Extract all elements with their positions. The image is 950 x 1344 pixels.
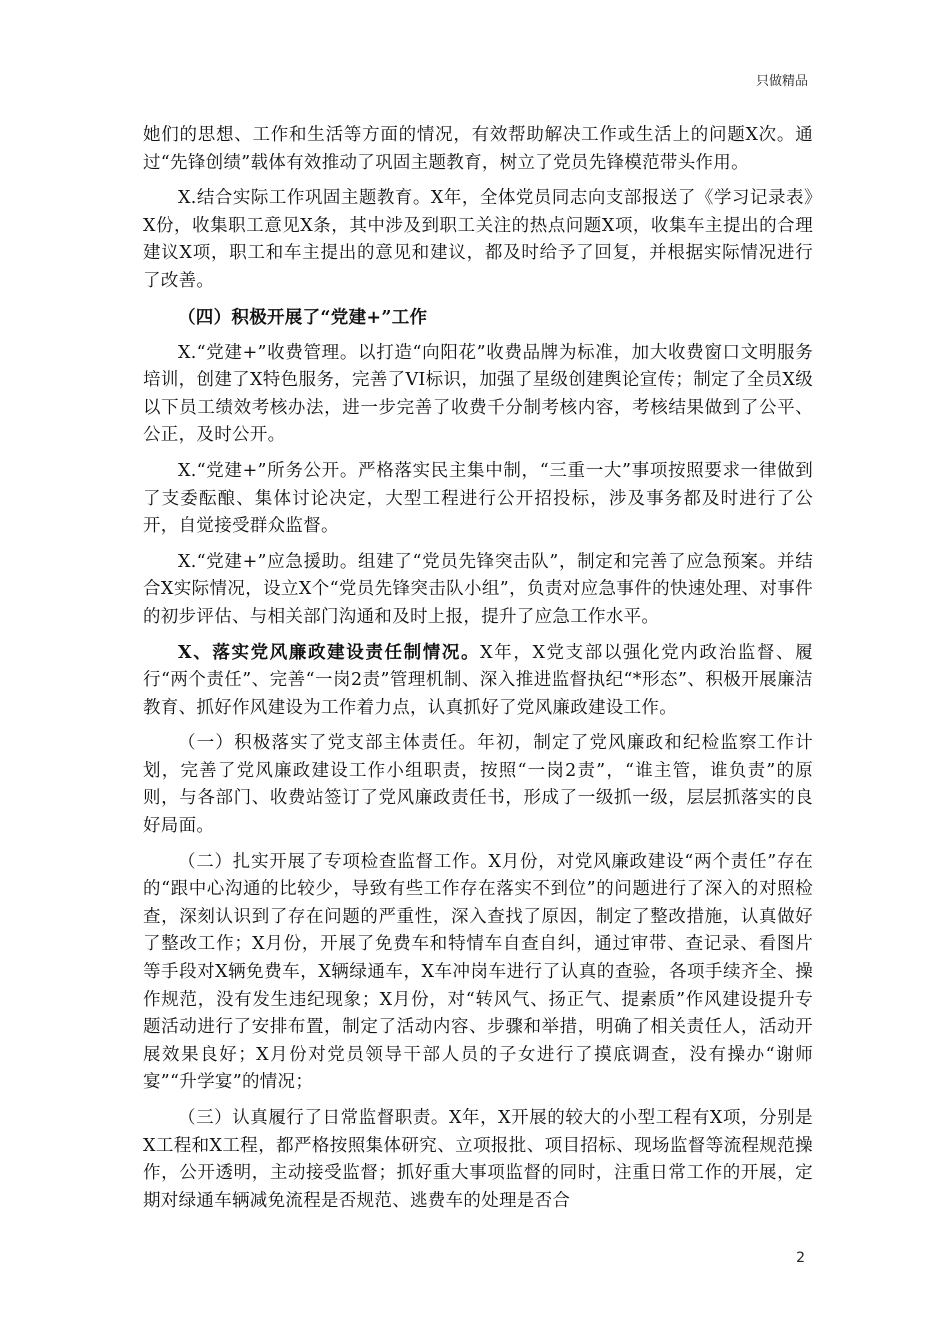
paragraph-theme-education: X.结合实际工作巩固主题教育。X年，全体党员同志向支部报送了《学习记录表》X份，收集职工意见X条，其中涉及到职工关注的热点问题X项，收集车主提出的合理建议X项，职工和车主提出的意见和建议，都及时给予了回复，并根据实际情况进行了改善。 [143,188,813,291]
paragraph-main-responsibility: （一）积极落实了党支部主体责任。年初，制定了党风廉政和纪检监察工作计划，完善了党风廉政建设工作小组职责，按照“一岗2责”，“谁主管，谁负责”的原则，与各部门、收费站签订了党风廉政责任书，形成了一级抓一级，层层抓落实的良好局面。 [143,733,813,837]
document-body [143,122,813,1223]
header-note: 只做精品 [755,74,808,89]
paragraph-daily-supervision: （三）认真履行了日常监督职责。X年，X开展的较大的小型工程有X项，分别是X工程和X工程，都严格按照集体研究、立项报批、项目招标、现场监督等流程规范操作，公开透明，主动接受监督；抓好重大事项监督的同时，注重日常工作的开展，定期对绿通车辆减免流程是否规范、逃费车的处理是否合 [143,1108,813,1211]
page-number: 2 [796,1250,805,1266]
paragraph-continuation: 她们的思想、工作和生活等方面的情况，有效帮助解决工作或生活上的问题X次。通过“先锋创绩”载体有效推动了巩固主题教育，树立了党员先锋模范带头作用。 [143,125,813,173]
paragraph-toll-management: X.“党建+”收费管理。以打造“向阳花”收费品牌为标准，加大收费窗口文明服务培训，创建了X特色服务，完善了VI标识，加强了星级创建舆论宣传；制定了全员X级以下员工绩效考核办法，进一步完善了收费千分制考核内容，考核结果做到了公平、公正，及时公开。 [143,342,813,446]
paragraph-affairs-disclosure: X.“党建+”所务公开。严格落实民主集中制，“三重一大”事项按照要求一律做到了支委酝酿、集体讨论决定，大型工程进行公开招投标，涉及事务都及时进行了公开，自觉接受群众监督。 [143,460,813,537]
paragraph-special-inspection: （二）扎实开展了专项检查监督工作。X月份，对党风廉政建设“两个责任”存在的“跟中心沟通的比较少，导致有些工作存在落实不到位”的问题进行了深入的对照检查，深刻认识到了存在问题的严重性，深入查找了原因，制定了整改措施，认真做好了整改工作；X月份，开展了免费车和特情车自查自纠，通过审带、查记录、看图片等手段对X辆免费车，X辆绿通车，X车冲岗车进行了认真的查验，各项手续齐全、操作规范，没有发生违纪现象；X月份，对“转风气、扬正气、提素质”作风建设提升专题活动进行了安排布置，制定了活动内容、步骤和举措，明确了相关责任人，活动开展效果良好；X月份对党员领导干部人员的子女进行了摸底调查，没有操办“谢师宴”“升学宴”的情况； [143,851,813,1093]
section-lead-title: X、落实党风廉政建设责任制情况。 [178,642,481,663]
paragraph-integrity-responsibility [143,640,813,723]
section-heading-party-building-plus: （四）积极开展了“党建+”工作 [178,307,428,328]
paragraph-emergency-assistance: X.“党建+”应急援助。组建了“党员先锋突击队”，制定和完善了应急预案。并结合X实际情况，设立X个“党员先锋突击队小组”，负责对应急事件的快速处理、对事件的初步评估、与相关部门沟通和及时上报，提升了应急工作水平。 [143,551,813,627]
section-lead-text: X年，X党支部以强化党内政治监督、履行“两个责任”、完善“一岗2责”管理机制、深入推进监督执纪“*形态”、积极开展廉洁教育、抓好作风建设为工作着力点，认真抓好了党风廉政建设工作。 [143,642,813,718]
